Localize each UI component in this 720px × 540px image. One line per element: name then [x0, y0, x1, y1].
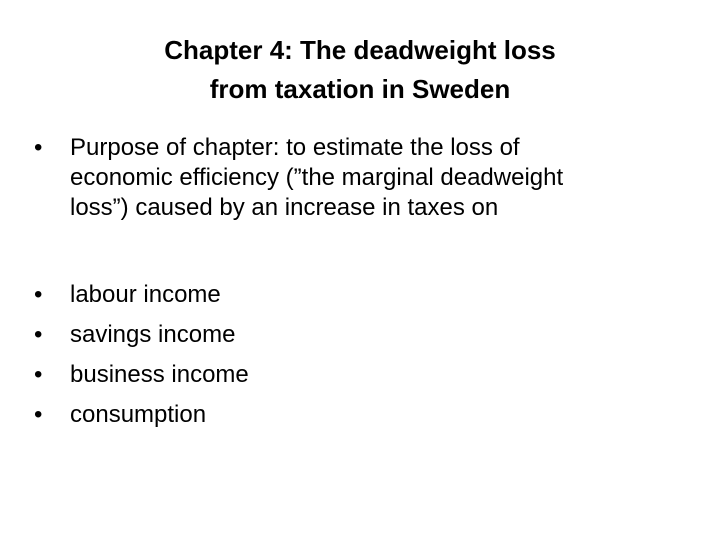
bullet-dot: • — [34, 401, 43, 428]
list-item-label: consumption — [70, 401, 207, 428]
purpose-line: loss”) caused by an increase in taxes on — [70, 194, 499, 221]
purpose-text — [70, 133, 563, 223]
title-line-1: Chapter 4: The deadweight loss — [164, 35, 556, 65]
list-item-label: business income — [70, 361, 249, 388]
list-item-label: labour income — [70, 281, 221, 308]
bullet-dot: • — [34, 321, 43, 348]
purpose-line: Purpose of chapter: to estimate the loss of — [70, 134, 520, 161]
purpose-line: economic efficiency (”the marginal deadweight — [70, 164, 564, 191]
bullet-dot: • — [34, 281, 43, 308]
title-line-2: from taxation in Sweden — [209, 74, 511, 104]
bullet-dot: • — [34, 134, 43, 161]
slide-title — [60, 31, 660, 109]
bullet-dot: • — [34, 361, 43, 388]
list-item-label: savings income — [70, 321, 236, 348]
